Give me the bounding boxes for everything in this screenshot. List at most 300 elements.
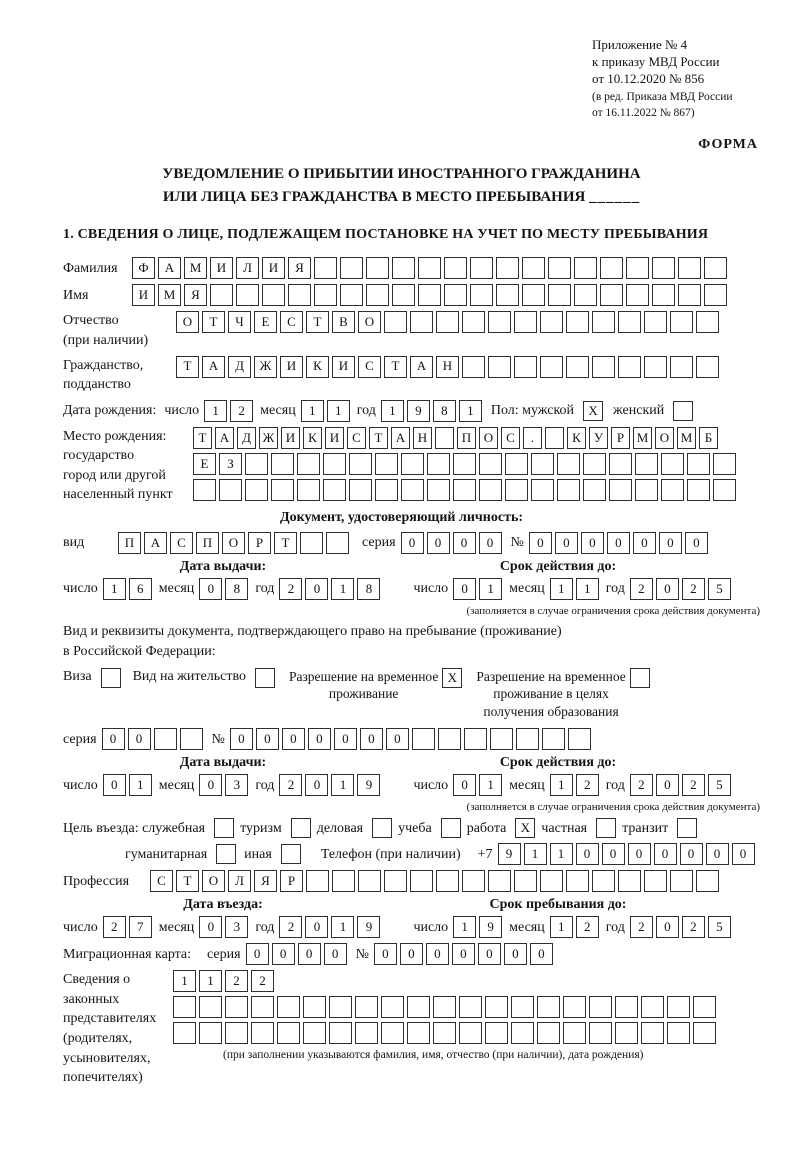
purpose-study-checkbox[interactable] (441, 818, 461, 838)
representatives-line3-cell-21[interactable] (693, 1022, 716, 1044)
representatives-line1-cell-3[interactable]: 2 (225, 970, 248, 992)
residence-doc-number-cell-2[interactable]: 0 (256, 728, 279, 750)
phone-number-cell-2[interactable]: 1 (524, 843, 547, 865)
residence-doc-number-cell-8[interactable] (412, 728, 435, 750)
birthplace-state-cell-16[interactable]: . (523, 427, 542, 449)
surname-cell-5[interactable]: Л (236, 257, 259, 279)
residence-doc-number-cell-6[interactable]: 0 (360, 728, 383, 750)
residence-doc-number-cell-3[interactable]: 0 (282, 728, 305, 750)
surname-cell-1[interactable]: Ф (132, 257, 155, 279)
patronymic-cell-4[interactable]: Е (254, 311, 277, 333)
citizenship-cell-20[interactable] (670, 356, 693, 378)
birth-month-cell-2[interactable]: 1 (327, 400, 350, 422)
residence-doc-number-cell-7[interactable]: 0 (386, 728, 409, 750)
given-name-cell-4[interactable] (210, 284, 233, 306)
residence-doc-number-cell-1[interactable]: 0 (230, 728, 253, 750)
birthplace-state-cell-21[interactable]: М (633, 427, 652, 449)
given-name-cell-9[interactable] (340, 284, 363, 306)
residence-issue-month-cell-2[interactable]: 3 (225, 774, 248, 796)
entry-month-cell-2[interactable]: 3 (225, 916, 248, 938)
profession-cell-16[interactable] (540, 870, 563, 892)
citizenship-cell-4[interactable]: Ж (254, 356, 277, 378)
representatives-line3-cell-20[interactable] (667, 1022, 690, 1044)
citizenship-cell-18[interactable] (618, 356, 641, 378)
residence-doc-series-cell-2[interactable]: 0 (128, 728, 151, 750)
phone-number-cell-6[interactable]: 0 (628, 843, 651, 865)
birthplace-city-line2-cell-11[interactable] (453, 479, 476, 501)
representatives-line3-cell-13[interactable] (485, 1022, 508, 1044)
doc-kind-cell-5[interactable]: О (222, 532, 245, 554)
phone-number-cell-3[interactable]: 1 (550, 843, 573, 865)
doc-issue-day-cell-1[interactable]: 1 (103, 578, 126, 600)
birthplace-city-line1-cell-8[interactable] (375, 453, 398, 475)
birthplace-city-line2-cell-19[interactable] (661, 479, 684, 501)
patronymic-cell-10[interactable] (410, 311, 433, 333)
doc-kind-cell-2[interactable]: А (144, 532, 167, 554)
representatives-line2-cell-14[interactable] (511, 996, 534, 1018)
phone-number-cell-7[interactable]: 0 (654, 843, 677, 865)
given-name-cell-12[interactable] (418, 284, 441, 306)
patronymic-cell-1[interactable]: О (176, 311, 199, 333)
purpose-private-checkbox[interactable] (596, 818, 616, 838)
patronymic-cell-5[interactable]: С (280, 311, 303, 333)
profession-cell-5[interactable]: Я (254, 870, 277, 892)
representatives-line3-cell-7[interactable] (329, 1022, 352, 1044)
birthplace-state-cell-23[interactable]: М (677, 427, 696, 449)
male-checkbox[interactable]: X (583, 401, 603, 421)
given-name-cell-3[interactable]: Я (184, 284, 207, 306)
doc-issue-day-cell-2[interactable]: 6 (129, 578, 152, 600)
birthplace-state-cell-24[interactable]: Б (699, 427, 718, 449)
birthplace-state-cell-17[interactable] (545, 427, 564, 449)
representatives-line3-cell-1[interactable] (173, 1022, 196, 1044)
birthplace-city-line2-cell-20[interactable] (687, 479, 710, 501)
citizenship-cell-1[interactable]: Т (176, 356, 199, 378)
visa-checkbox[interactable] (101, 668, 121, 688)
birth-year-cell-2[interactable]: 9 (407, 400, 430, 422)
given-name-cell-1[interactable]: И (132, 284, 155, 306)
phone-number-cell-8[interactable]: 0 (680, 843, 703, 865)
residence-issue-day-cell-1[interactable]: 0 (103, 774, 126, 796)
birth-year-cell-4[interactable]: 1 (459, 400, 482, 422)
entry-year-cell-1[interactable]: 2 (279, 916, 302, 938)
surname-cell-7[interactable]: Я (288, 257, 311, 279)
profession-cell-9[interactable] (358, 870, 381, 892)
representatives-line2-cell-21[interactable] (693, 996, 716, 1018)
temp-residence-checkbox[interactable]: X (442, 668, 462, 688)
given-name-cell-10[interactable] (366, 284, 389, 306)
migration-card-number-cell-7[interactable]: 0 (530, 943, 553, 965)
profession-cell-8[interactable] (332, 870, 355, 892)
residence-issue-month-cell-1[interactable]: 0 (199, 774, 222, 796)
profession-cell-11[interactable] (410, 870, 433, 892)
given-name-cell-6[interactable] (262, 284, 285, 306)
doc-number-cell-4[interactable]: 0 (607, 532, 630, 554)
representatives-line2-cell-9[interactable] (381, 996, 404, 1018)
birthplace-state-cell-7[interactable]: И (325, 427, 344, 449)
given-name-cell-8[interactable] (314, 284, 337, 306)
given-name-cell-17[interactable] (548, 284, 571, 306)
birthplace-state-cell-8[interactable]: С (347, 427, 366, 449)
given-name-cell-20[interactable] (626, 284, 649, 306)
given-name-cell-18[interactable] (574, 284, 597, 306)
birthplace-state-cell-1[interactable]: Т (193, 427, 212, 449)
given-name-cell-21[interactable] (652, 284, 675, 306)
doc-series-cell-1[interactable]: 0 (401, 532, 424, 554)
patronymic-cell-18[interactable] (618, 311, 641, 333)
birthplace-city-line2-cell-17[interactable] (609, 479, 632, 501)
birthplace-state-cell-2[interactable]: А (215, 427, 234, 449)
birthplace-city-line1-cell-5[interactable] (297, 453, 320, 475)
surname-cell-10[interactable] (366, 257, 389, 279)
representatives-line3-cell-5[interactable] (277, 1022, 300, 1044)
birthplace-city-line2-cell-21[interactable] (713, 479, 736, 501)
citizenship-cell-12[interactable] (462, 356, 485, 378)
doc-number-cell-3[interactable]: 0 (581, 532, 604, 554)
given-name-cell-2[interactable]: М (158, 284, 181, 306)
representatives-line2-cell-8[interactable] (355, 996, 378, 1018)
birthplace-state-cell-12[interactable] (435, 427, 454, 449)
representatives-line3-cell-9[interactable] (381, 1022, 404, 1044)
representatives-line2-cell-4[interactable] (251, 996, 274, 1018)
residence-expiry-year-cell-1[interactable]: 2 (630, 774, 653, 796)
doc-number-cell-1[interactable]: 0 (529, 532, 552, 554)
birthplace-state-cell-5[interactable]: И (281, 427, 300, 449)
residence-doc-number-cell-10[interactable] (464, 728, 487, 750)
profession-cell-6[interactable]: Р (280, 870, 303, 892)
given-name-cell-11[interactable] (392, 284, 415, 306)
stay-until-day-cell-1[interactable]: 1 (453, 916, 476, 938)
birthplace-state-cell-22[interactable]: О (655, 427, 674, 449)
citizenship-cell-15[interactable] (540, 356, 563, 378)
surname-cell-4[interactable]: И (210, 257, 233, 279)
doc-kind-cell-6[interactable]: Р (248, 532, 271, 554)
stay-until-year-cell-3[interactable]: 2 (682, 916, 705, 938)
profession-cell-3[interactable]: О (202, 870, 225, 892)
representatives-line3-cell-10[interactable] (407, 1022, 430, 1044)
doc-series-cell-2[interactable]: 0 (427, 532, 450, 554)
migration-card-series-cell-1[interactable]: 0 (246, 943, 269, 965)
residence-expiry-year-cell-3[interactable]: 2 (682, 774, 705, 796)
doc-issue-month-cell-2[interactable]: 8 (225, 578, 248, 600)
profession-cell-15[interactable] (514, 870, 537, 892)
representatives-line2-cell-7[interactable] (329, 996, 352, 1018)
stay-until-year-cell-2[interactable]: 0 (656, 916, 679, 938)
birthplace-city-line2-cell-7[interactable] (349, 479, 372, 501)
citizenship-cell-19[interactable] (644, 356, 667, 378)
representatives-line1-cell-4[interactable]: 2 (251, 970, 274, 992)
citizenship-cell-16[interactable] (566, 356, 589, 378)
purpose-official-checkbox[interactable] (214, 818, 234, 838)
stay-until-month-cell-2[interactable]: 2 (576, 916, 599, 938)
given-name-cell-16[interactable] (522, 284, 545, 306)
representatives-line3-cell-12[interactable] (459, 1022, 482, 1044)
surname-cell-14[interactable] (470, 257, 493, 279)
birthplace-city-line2-cell-12[interactable] (479, 479, 502, 501)
birthplace-city-line2-cell-3[interactable] (245, 479, 268, 501)
doc-kind-cell-7[interactable]: Т (274, 532, 297, 554)
given-name-cell-5[interactable] (236, 284, 259, 306)
entry-year-cell-4[interactable]: 9 (357, 916, 380, 938)
patronymic-cell-13[interactable] (488, 311, 511, 333)
doc-expiry-month-cell-1[interactable]: 1 (550, 578, 573, 600)
doc-expiry-year-cell-1[interactable]: 2 (630, 578, 653, 600)
citizenship-cell-21[interactable] (696, 356, 719, 378)
stay-until-year-cell-1[interactable]: 2 (630, 916, 653, 938)
doc-series-cell-3[interactable]: 0 (453, 532, 476, 554)
representatives-line3-cell-8[interactable] (355, 1022, 378, 1044)
residence-doc-series-cell-3[interactable] (154, 728, 177, 750)
surname-cell-2[interactable]: А (158, 257, 181, 279)
profession-cell-7[interactable] (306, 870, 329, 892)
entry-year-cell-3[interactable]: 1 (331, 916, 354, 938)
patronymic-cell-2[interactable]: Т (202, 311, 225, 333)
residence-doc-number-cell-4[interactable]: 0 (308, 728, 331, 750)
representatives-line2-cell-12[interactable] (459, 996, 482, 1018)
birthplace-city-line1-cell-10[interactable] (427, 453, 450, 475)
patronymic-cell-20[interactable] (670, 311, 693, 333)
birthplace-city-line1-cell-12[interactable] (479, 453, 502, 475)
representatives-line2-cell-15[interactable] (537, 996, 560, 1018)
birthplace-city-line2-cell-16[interactable] (583, 479, 606, 501)
phone-number-cell-4[interactable]: 0 (576, 843, 599, 865)
doc-issue-year-cell-2[interactable]: 0 (305, 578, 328, 600)
birthplace-state-cell-15[interactable]: С (501, 427, 520, 449)
birthplace-state-cell-4[interactable]: Ж (259, 427, 278, 449)
representatives-line2-cell-5[interactable] (277, 996, 300, 1018)
patronymic-cell-7[interactable]: В (332, 311, 355, 333)
phone-number-cell-10[interactable]: 0 (732, 843, 755, 865)
temp-residence-education-checkbox[interactable] (630, 668, 650, 688)
surname-cell-19[interactable] (600, 257, 623, 279)
patronymic-cell-17[interactable] (592, 311, 615, 333)
surname-cell-3[interactable]: М (184, 257, 207, 279)
entry-day-cell-1[interactable]: 2 (103, 916, 126, 938)
doc-kind-cell-8[interactable] (300, 532, 323, 554)
birth-day-cell-1[interactable]: 1 (204, 400, 227, 422)
profession-cell-20[interactable] (644, 870, 667, 892)
birthplace-city-line1-cell-13[interactable] (505, 453, 528, 475)
stay-until-year-cell-4[interactable]: 5 (708, 916, 731, 938)
surname-cell-22[interactable] (678, 257, 701, 279)
citizenship-cell-5[interactable]: И (280, 356, 303, 378)
birthplace-city-line1-cell-14[interactable] (531, 453, 554, 475)
birthplace-city-line2-cell-15[interactable] (557, 479, 580, 501)
entry-day-cell-2[interactable]: 7 (129, 916, 152, 938)
profession-cell-17[interactable] (566, 870, 589, 892)
birthplace-state-cell-19[interactable]: У (589, 427, 608, 449)
residence-expiry-day-cell-2[interactable]: 1 (479, 774, 502, 796)
profession-cell-18[interactable] (592, 870, 615, 892)
birth-day-cell-2[interactable]: 2 (230, 400, 253, 422)
surname-cell-6[interactable]: И (262, 257, 285, 279)
birthplace-city-line1-cell-4[interactable] (271, 453, 294, 475)
residence-issue-year-cell-3[interactable]: 1 (331, 774, 354, 796)
citizenship-cell-6[interactable]: К (306, 356, 329, 378)
residence-doc-number-cell-11[interactable] (490, 728, 513, 750)
patronymic-cell-15[interactable] (540, 311, 563, 333)
patronymic-cell-8[interactable]: О (358, 311, 381, 333)
doc-expiry-year-cell-4[interactable]: 5 (708, 578, 731, 600)
residence-expiry-year-cell-4[interactable]: 5 (708, 774, 731, 796)
representatives-line2-cell-10[interactable] (407, 996, 430, 1018)
representatives-line2-cell-17[interactable] (589, 996, 612, 1018)
birthplace-state-cell-18[interactable]: К (567, 427, 586, 449)
patronymic-cell-3[interactable]: Ч (228, 311, 251, 333)
representatives-line3-cell-14[interactable] (511, 1022, 534, 1044)
migration-card-number-cell-6[interactable]: 0 (504, 943, 527, 965)
doc-kind-cell-1[interactable]: П (118, 532, 141, 554)
citizenship-cell-14[interactable] (514, 356, 537, 378)
citizenship-cell-13[interactable] (488, 356, 511, 378)
surname-cell-20[interactable] (626, 257, 649, 279)
given-name-cell-15[interactable] (496, 284, 519, 306)
representatives-line3-cell-11[interactable] (433, 1022, 456, 1044)
surname-cell-9[interactable] (340, 257, 363, 279)
representatives-line2-cell-2[interactable] (199, 996, 222, 1018)
given-name-cell-23[interactable] (704, 284, 727, 306)
surname-cell-23[interactable] (704, 257, 727, 279)
birthplace-city-line2-cell-18[interactable] (635, 479, 658, 501)
representatives-line2-cell-11[interactable] (433, 996, 456, 1018)
doc-number-cell-7[interactable]: 0 (685, 532, 708, 554)
residence-doc-number-cell-13[interactable] (542, 728, 565, 750)
entry-month-cell-1[interactable]: 0 (199, 916, 222, 938)
stay-until-month-cell-1[interactable]: 1 (550, 916, 573, 938)
profession-cell-13[interactable] (462, 870, 485, 892)
stay-until-day-cell-2[interactable]: 9 (479, 916, 502, 938)
migration-card-number-cell-4[interactable]: 0 (452, 943, 475, 965)
migration-card-series-cell-2[interactable]: 0 (272, 943, 295, 965)
representatives-line2-cell-20[interactable] (667, 996, 690, 1018)
residence-issue-year-cell-2[interactable]: 0 (305, 774, 328, 796)
migration-card-number-cell-3[interactable]: 0 (426, 943, 449, 965)
residence-doc-number-cell-12[interactable] (516, 728, 539, 750)
representatives-line2-cell-16[interactable] (563, 996, 586, 1018)
representatives-line2-cell-13[interactable] (485, 996, 508, 1018)
migration-card-series-cell-4[interactable]: 0 (324, 943, 347, 965)
representatives-line1-cell-1[interactable]: 1 (173, 970, 196, 992)
profession-cell-2[interactable]: Т (176, 870, 199, 892)
profession-cell-19[interactable] (618, 870, 641, 892)
surname-cell-13[interactable] (444, 257, 467, 279)
profession-cell-4[interactable]: Л (228, 870, 251, 892)
doc-expiry-month-cell-2[interactable]: 1 (576, 578, 599, 600)
birthplace-city-line1-cell-6[interactable] (323, 453, 346, 475)
representatives-line2-cell-1[interactable] (173, 996, 196, 1018)
birthplace-city-line2-cell-1[interactable] (193, 479, 216, 501)
residence-expiry-year-cell-2[interactable]: 0 (656, 774, 679, 796)
birth-year-cell-3[interactable]: 8 (433, 400, 456, 422)
residence-issue-year-cell-4[interactable]: 9 (357, 774, 380, 796)
given-name-cell-19[interactable] (600, 284, 623, 306)
patronymic-cell-9[interactable] (384, 311, 407, 333)
migration-card-number-cell-2[interactable]: 0 (400, 943, 423, 965)
representatives-line3-cell-3[interactable] (225, 1022, 248, 1044)
doc-series-cell-4[interactable]: 0 (479, 532, 502, 554)
representatives-line3-cell-15[interactable] (537, 1022, 560, 1044)
birthplace-state-cell-14[interactable]: О (479, 427, 498, 449)
representatives-line2-cell-19[interactable] (641, 996, 664, 1018)
given-name-cell-13[interactable] (444, 284, 467, 306)
profession-cell-12[interactable] (436, 870, 459, 892)
representatives-line3-cell-17[interactable] (589, 1022, 612, 1044)
birthplace-city-line1-cell-19[interactable] (661, 453, 684, 475)
profession-cell-10[interactable] (384, 870, 407, 892)
female-checkbox[interactable] (673, 401, 693, 421)
doc-issue-year-cell-1[interactable]: 2 (279, 578, 302, 600)
representatives-line2-cell-18[interactable] (615, 996, 638, 1018)
profession-cell-21[interactable] (670, 870, 693, 892)
citizenship-cell-8[interactable]: С (358, 356, 381, 378)
patronymic-cell-12[interactable] (462, 311, 485, 333)
representatives-line1-cell-2[interactable]: 1 (199, 970, 222, 992)
representatives-line3-cell-19[interactable] (641, 1022, 664, 1044)
patronymic-cell-14[interactable] (514, 311, 537, 333)
citizenship-cell-9[interactable]: Т (384, 356, 407, 378)
citizenship-cell-2[interactable]: А (202, 356, 225, 378)
birthplace-city-line1-cell-3[interactable] (245, 453, 268, 475)
purpose-work-checkbox[interactable]: X (515, 818, 535, 838)
birth-year-cell-1[interactable]: 1 (381, 400, 404, 422)
birthplace-city-line2-cell-2[interactable] (219, 479, 242, 501)
birthplace-city-line2-cell-14[interactable] (531, 479, 554, 501)
residence-permit-checkbox[interactable] (255, 668, 275, 688)
migration-card-series-cell-3[interactable]: 0 (298, 943, 321, 965)
purpose-other-checkbox[interactable] (281, 844, 301, 864)
birthplace-city-line2-cell-13[interactable] (505, 479, 528, 501)
residence-issue-day-cell-2[interactable]: 1 (129, 774, 152, 796)
doc-number-cell-6[interactable]: 0 (659, 532, 682, 554)
doc-kind-cell-9[interactable] (326, 532, 349, 554)
birthplace-state-cell-10[interactable]: А (391, 427, 410, 449)
citizenship-cell-17[interactable] (592, 356, 615, 378)
surname-cell-16[interactable] (522, 257, 545, 279)
citizenship-cell-11[interactable]: Н (436, 356, 459, 378)
residence-doc-series-cell-4[interactable] (180, 728, 203, 750)
birthplace-city-line2-cell-9[interactable] (401, 479, 424, 501)
residence-expiry-month-cell-1[interactable]: 1 (550, 774, 573, 796)
doc-expiry-year-cell-3[interactable]: 2 (682, 578, 705, 600)
phone-number-cell-9[interactable]: 0 (706, 843, 729, 865)
birthplace-state-cell-13[interactable]: П (457, 427, 476, 449)
given-name-cell-7[interactable] (288, 284, 311, 306)
residence-issue-year-cell-1[interactable]: 2 (279, 774, 302, 796)
birthplace-city-line1-cell-2[interactable]: З (219, 453, 242, 475)
representatives-line3-cell-18[interactable] (615, 1022, 638, 1044)
birthplace-city-line2-cell-6[interactable] (323, 479, 346, 501)
birthplace-city-line1-cell-15[interactable] (557, 453, 580, 475)
birthplace-state-cell-6[interactable]: К (303, 427, 322, 449)
birthplace-city-line1-cell-11[interactable] (453, 453, 476, 475)
birthplace-city-line2-cell-8[interactable] (375, 479, 398, 501)
birthplace-city-line2-cell-4[interactable] (271, 479, 294, 501)
purpose-transit-checkbox[interactable] (677, 818, 697, 838)
birthplace-state-cell-20[interactable]: Р (611, 427, 630, 449)
representatives-line3-cell-2[interactable] (199, 1022, 222, 1044)
representatives-line2-cell-3[interactable] (225, 996, 248, 1018)
birthplace-city-line1-cell-16[interactable] (583, 453, 606, 475)
doc-expiry-day-cell-1[interactable]: 0 (453, 578, 476, 600)
residence-expiry-month-cell-2[interactable]: 2 (576, 774, 599, 796)
representatives-line3-cell-6[interactable] (303, 1022, 326, 1044)
profession-cell-14[interactable] (488, 870, 511, 892)
residence-doc-number-cell-5[interactable]: 0 (334, 728, 357, 750)
patronymic-cell-21[interactable] (696, 311, 719, 333)
doc-issue-month-cell-1[interactable]: 0 (199, 578, 222, 600)
residence-doc-series-cell-1[interactable]: 0 (102, 728, 125, 750)
birthplace-city-line1-cell-18[interactable] (635, 453, 658, 475)
